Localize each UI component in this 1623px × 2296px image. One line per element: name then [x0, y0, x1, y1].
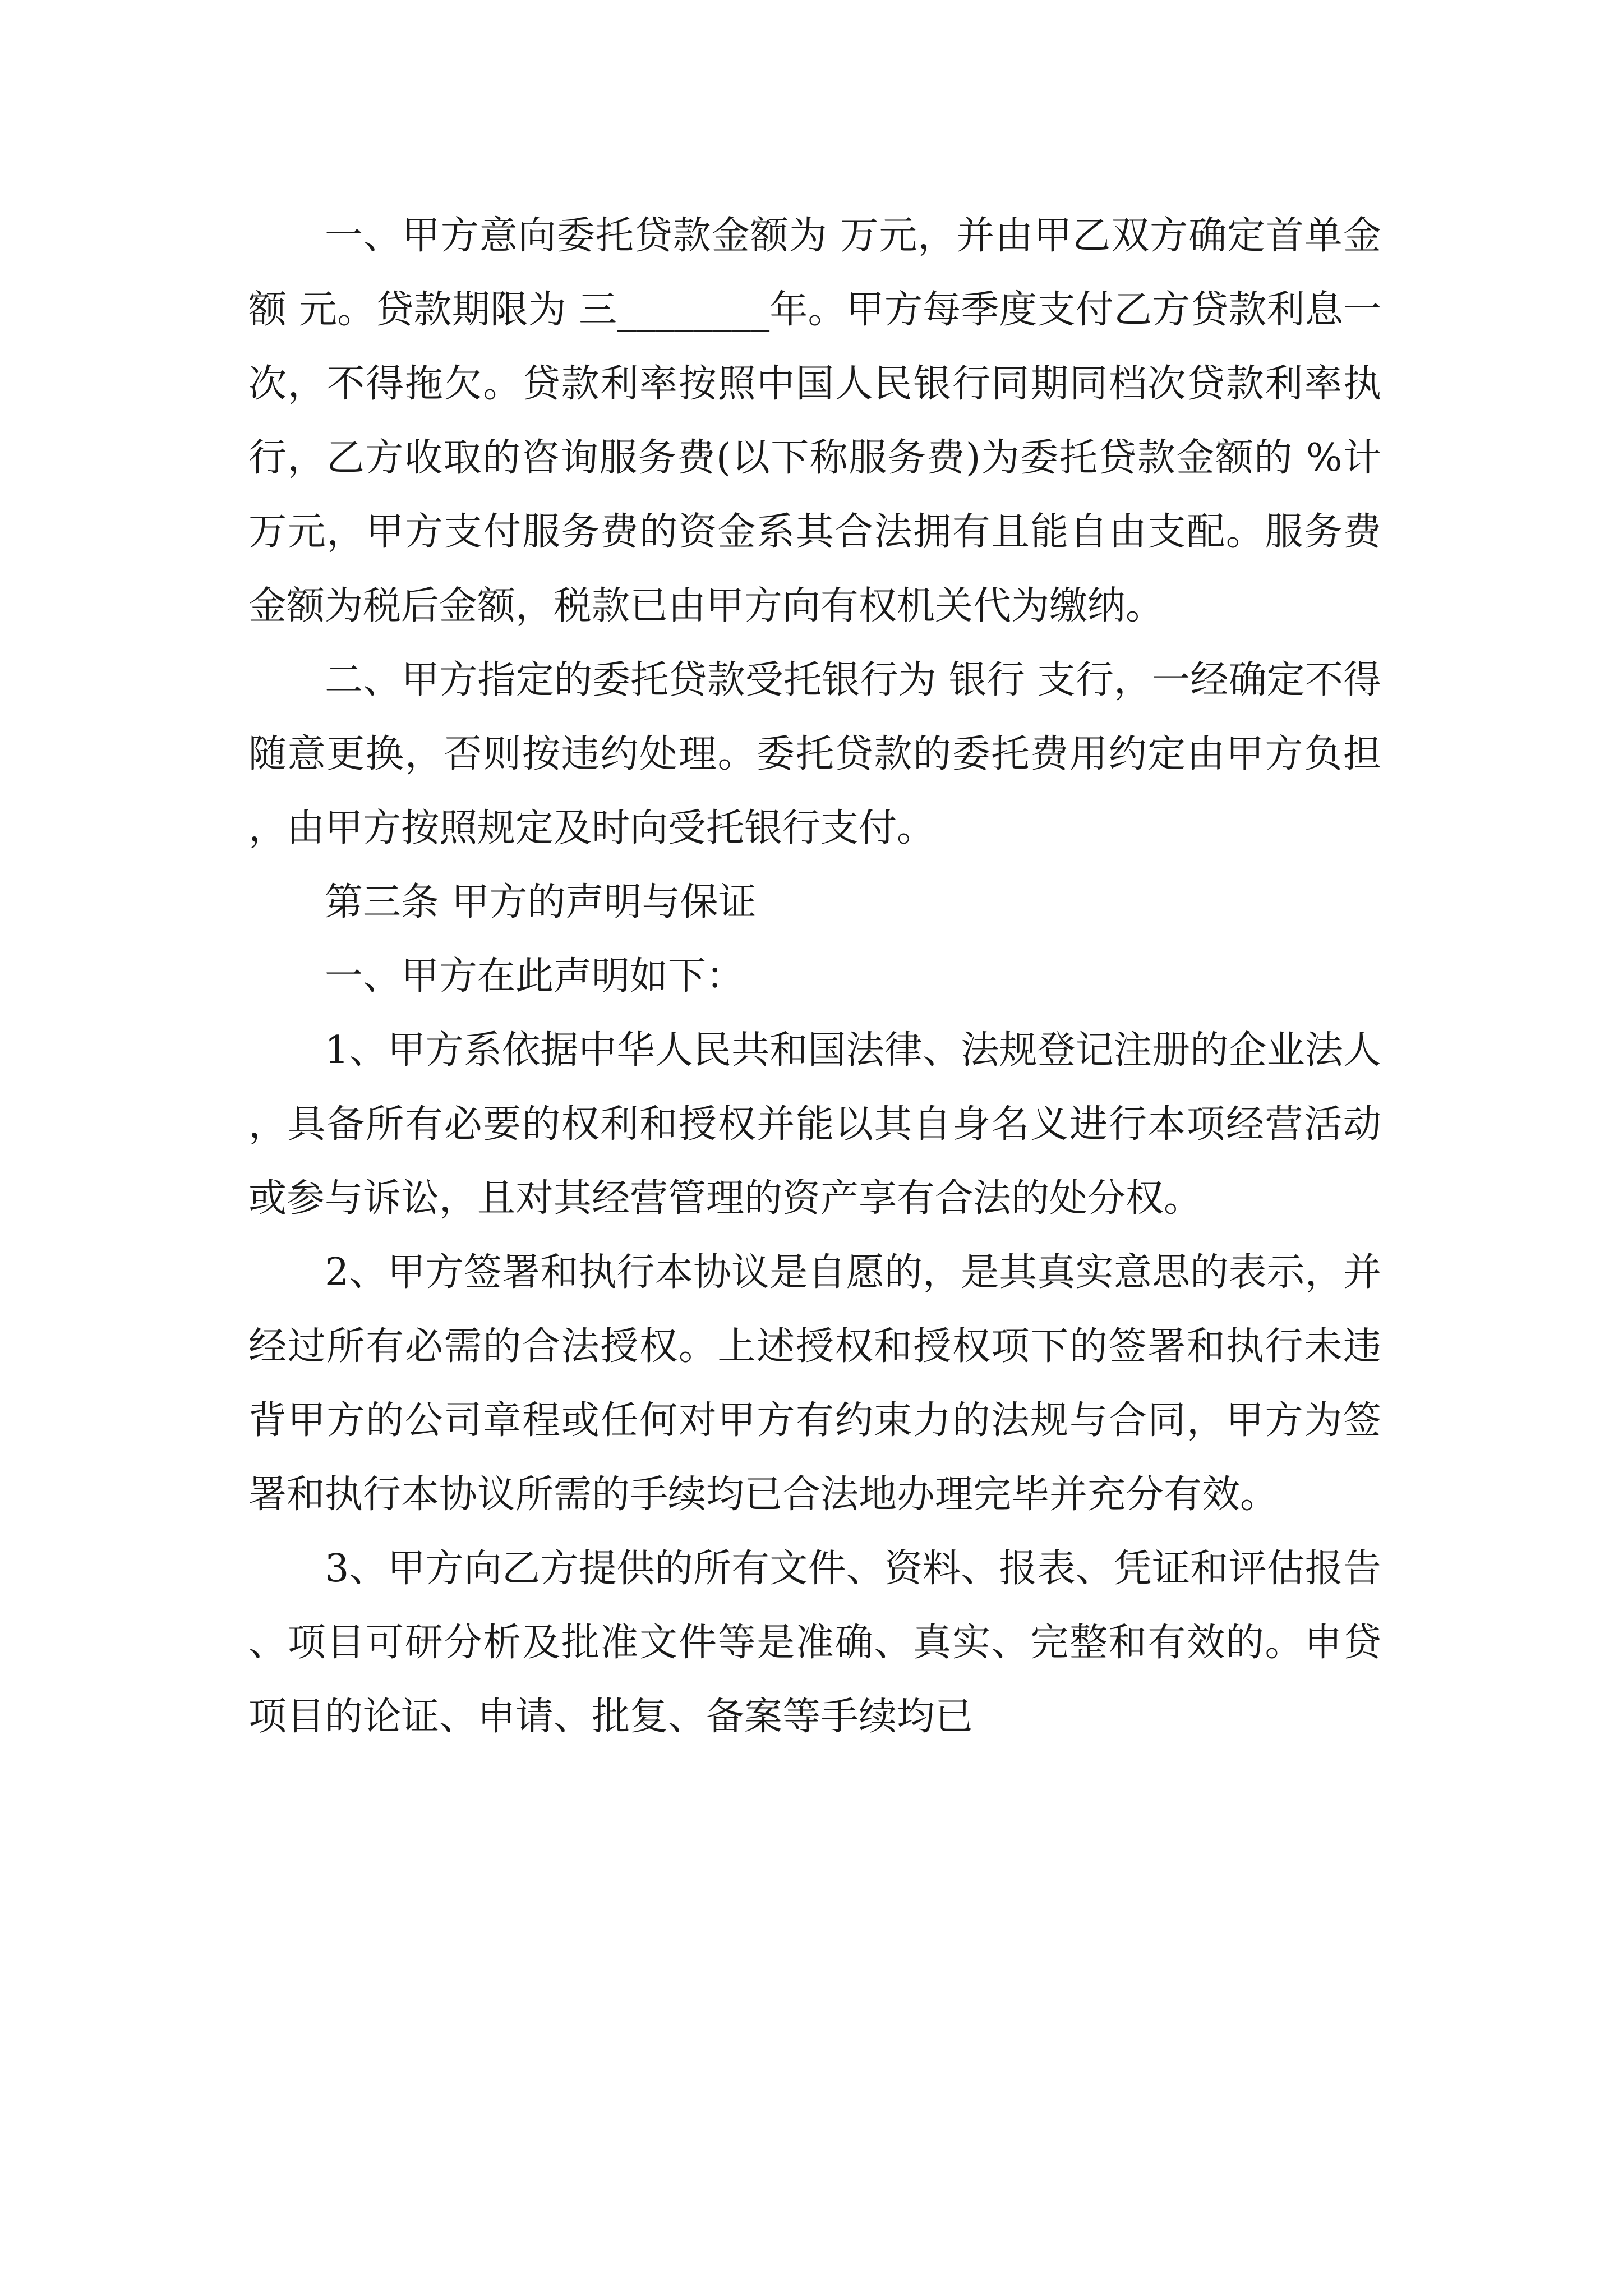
paragraph-entrusted-bank: 二、甲方指定的委托贷款受托银行为 银行 支行，一经确定不得随意更换，否则按违约处理。委托贷款的委托费用约定由甲方负担，由甲方按照规定及时向受托银行支付。 — [248, 658, 1381, 850]
document-body — [248, 199, 1381, 1754]
paragraph-item-1: 1、甲方系依据中华人民共和国法律、法规登记注册的企业法人，具备所有必要的权利和授权并能以其自身名义进行本项经营活动或参与诉讼，且对其经营管理的资产享有合法的处分权。 — [248, 1028, 1381, 1221]
paragraph-item-3: 3、甲方向乙方提供的所有文件、资料、报表、凭证和评估报告、项目可研分析及批准文件等是准确、真实、完整和有效的。申贷项目的论证、申请、批复、备案等手续均已 — [248, 1547, 1381, 1739]
paragraph-loan-amount-terms: 一、甲方意向委托贷款金额为 万元，并由甲乙双方确定首单金额 元。贷款期限为 三________年。甲方每季度支付乙方贷款利息一次，不得拖欠。贷款利率按照中国人民银行同期同档次贷款利率执行，乙方收取的咨询服务费(以下称服务费)为委托贷款金额的 %计 万元，甲方支付服务费的资金系其合法拥有且能自由支配。服务费金额为税后金额，税款已由甲方向有权机关代为缴纳。 — [248, 214, 1381, 628]
paragraph-item-2: 2、甲方签署和执行本协议是自愿的，是其真实意思的表示，并经过所有必需的合法授权。上述授权和授权项下的签署和执行未违背甲方的公司章程或任何对甲方有约束力的法规与合同，甲方为签署和执行本协议所需的手续均已合法地办理完毕并充分有效。 — [248, 1250, 1381, 1517]
article-heading: 第三条 甲方的声明与保证 — [325, 880, 757, 924]
section-heading: 一、甲方在此声明如下： — [325, 954, 745, 999]
